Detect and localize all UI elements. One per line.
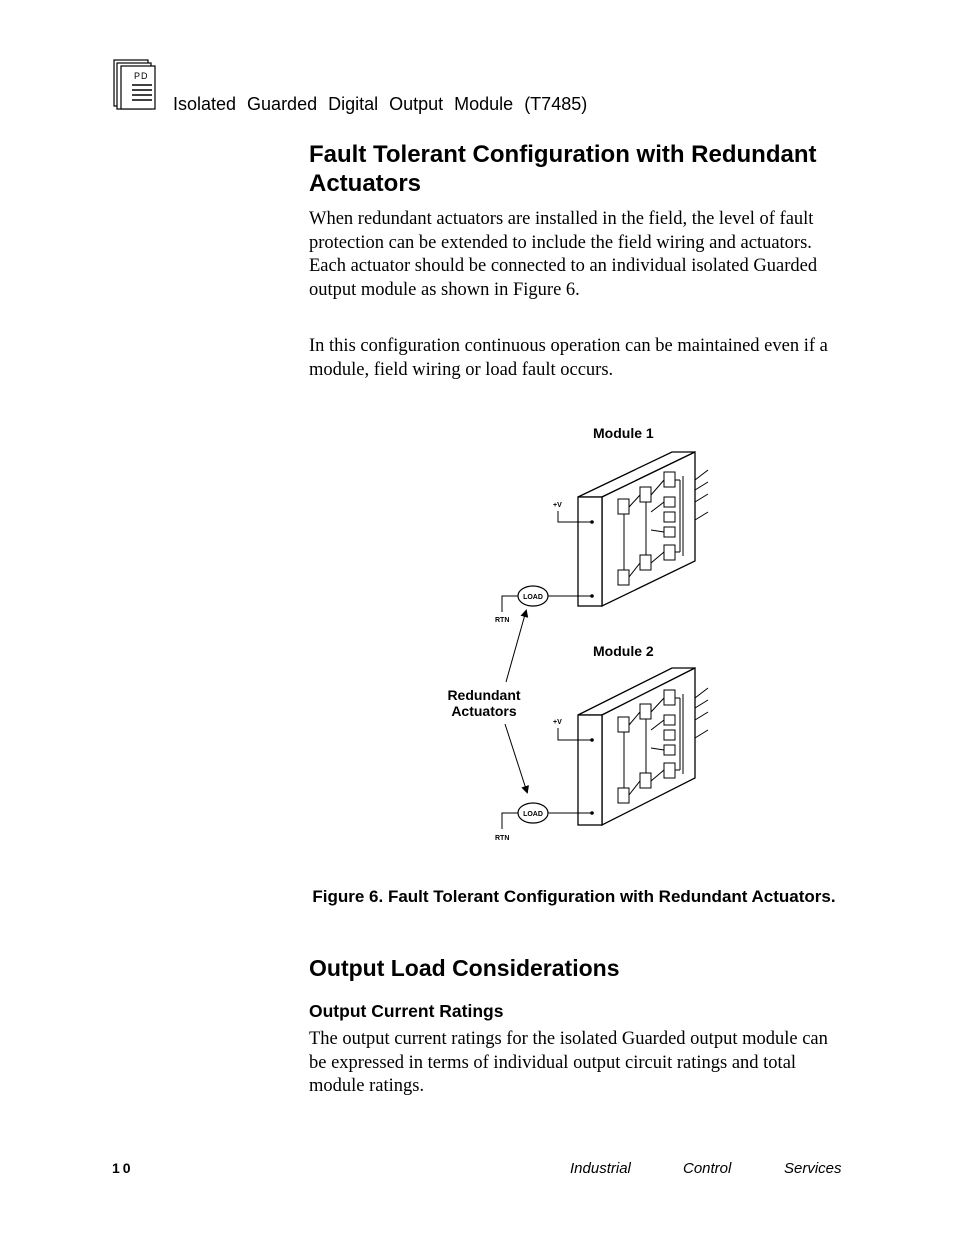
rtn-label: RTN	[495, 835, 510, 842]
page-number: 10	[112, 1160, 134, 1176]
logo-text: PD	[134, 71, 149, 81]
footer-word: Industrial	[570, 1160, 631, 1177]
section-heading: Output Load Considerations	[309, 955, 620, 981]
load-label: LOAD	[523, 594, 543, 601]
actuators-label-line2: Actuators	[451, 703, 517, 719]
vplus-label: +V	[553, 719, 562, 726]
module1-block	[578, 452, 708, 606]
actuators-label-line1: Redundant	[447, 687, 521, 703]
figure-caption: Figure 6. Fault Tolerant Configuration with Redundant Actuators.	[312, 887, 836, 906]
module2-block	[578, 668, 708, 825]
running-header: Isolated Guarded Digital Output Module (T7485)	[173, 94, 588, 114]
body-paragraph: The output current ratings for the isolated Guarded output module can be expressed in terms of individual output circuit ratings and total module ratings.	[309, 1029, 828, 1096]
document-logo-icon	[112, 58, 156, 110]
load-label: LOAD	[523, 811, 543, 818]
module1-label: Module 1	[593, 425, 654, 441]
footer-word: Control	[683, 1160, 732, 1177]
redundant-actuators-diagram	[430, 420, 730, 860]
footer-word: Services	[784, 1160, 842, 1177]
body-paragraph: When redundant actuators are installed in the field, the level of fault protection can be extended to include the field wiring and actuators. Each actuator should be connected to an individual isolated Guarded output module as shown in Figure 6.	[309, 209, 818, 300]
section-heading: Fault Tolerant Configuration with Redundant Actuators	[309, 141, 817, 197]
subsection-heading: Output Current Ratings	[309, 1001, 504, 1021]
rtn-label: RTN	[495, 617, 510, 624]
body-paragraph: In this configuration continuous operation can be maintained even if a module, field wiring or load fault occurs.	[309, 336, 828, 380]
module2-label: Module 2	[593, 643, 654, 659]
vplus-label: +V	[553, 502, 562, 509]
